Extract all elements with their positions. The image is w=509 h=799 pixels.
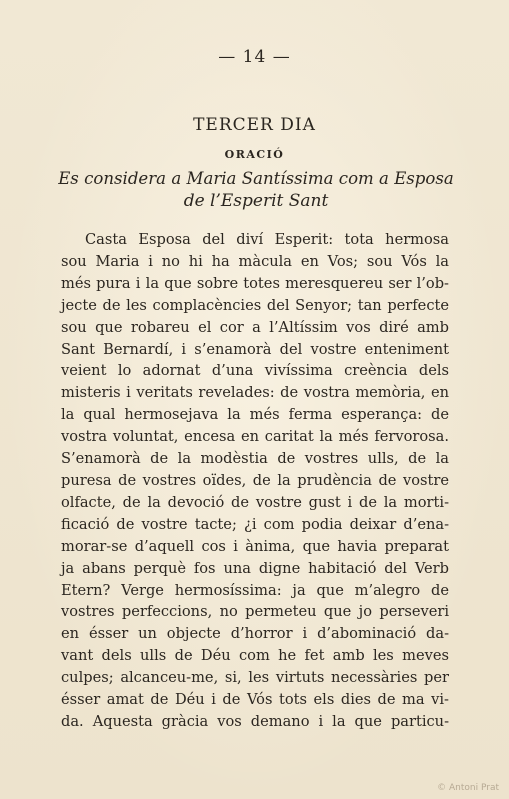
body-line: Etern? Verge hermosíssima: ja que m’alegro de [61, 581, 449, 599]
body-line: vostra voluntat, encesa en caritat la més fervorosa. [61, 428, 449, 446]
copyright-watermark: © Antoni Prat [437, 783, 499, 793]
body-line: olfacte, de la devoció de vostre gust i de la morti- [61, 493, 449, 511]
section-heading: TERCER DIA [193, 115, 316, 135]
body-line: veient lo adornat d’una vivíssima creència dels [61, 362, 449, 380]
body-line: morar-se d’aquell cos i ànima, que havia preparat [61, 537, 449, 555]
body-line: ésser amat de Déu i de Vós tots els dies de ma vi- [61, 691, 449, 709]
body-line: S’enamorà de la modèstia de vostres ulls, de la [61, 450, 449, 468]
body-line: puresa de vostres oïdes, de la prudència de vostre [61, 471, 449, 489]
prayer-title-line: de l’Esperit Sant [183, 191, 329, 211]
section-subheading: ORACIÓ [224, 148, 285, 161]
body-line: da. Aquesta gràcia vos demano i la que particu- [61, 712, 449, 730]
body-line: en ésser un objecte d’horror i d’abominació da- [61, 625, 449, 643]
prayer-title [56, 168, 456, 212]
body-line: sou Maria i no hi ha màcula en Vos; sou Vós la [61, 252, 449, 270]
body-line: vostres perfeccions, no permeteu que jo perseveri [61, 603, 449, 621]
page-number: — 14 — [218, 47, 291, 67]
body-line: ficació de vostre tacte; ¿i com podia deixar d’ena- [61, 515, 449, 533]
body-line: la qual hermosejava la més ferma esperança: de [61, 406, 449, 424]
prayer-body [61, 229, 449, 733]
prayer-title-line: Es considera a Maria Santíssima com a Esposa [58, 169, 454, 188]
body-line: Sant Bernardí, i s’enamorà del vostre enteniment [61, 340, 449, 358]
body-line: més pura i la que sobre totes meresquereu ser l’ob- [61, 274, 449, 292]
body-line: jecte de les complacències del Senyor; tan perfecte [61, 296, 449, 314]
body-line: ja abans perquè fos una digne habitació del Verb [61, 559, 449, 577]
body-line: Casta Esposa del diví Esperit: tota hermosa [85, 231, 449, 248]
body-line: sou que robareu el cor a l’Altíssim vos diré amb [61, 318, 449, 336]
body-line: vant dels ulls de Déu com he fet amb les meves [61, 647, 449, 665]
body-line: culpes; alcanceu-me, si, les virtuts necessàries per [61, 669, 449, 687]
body-line: misteris i veritats revelades: de vostra memòria, en [61, 384, 449, 402]
